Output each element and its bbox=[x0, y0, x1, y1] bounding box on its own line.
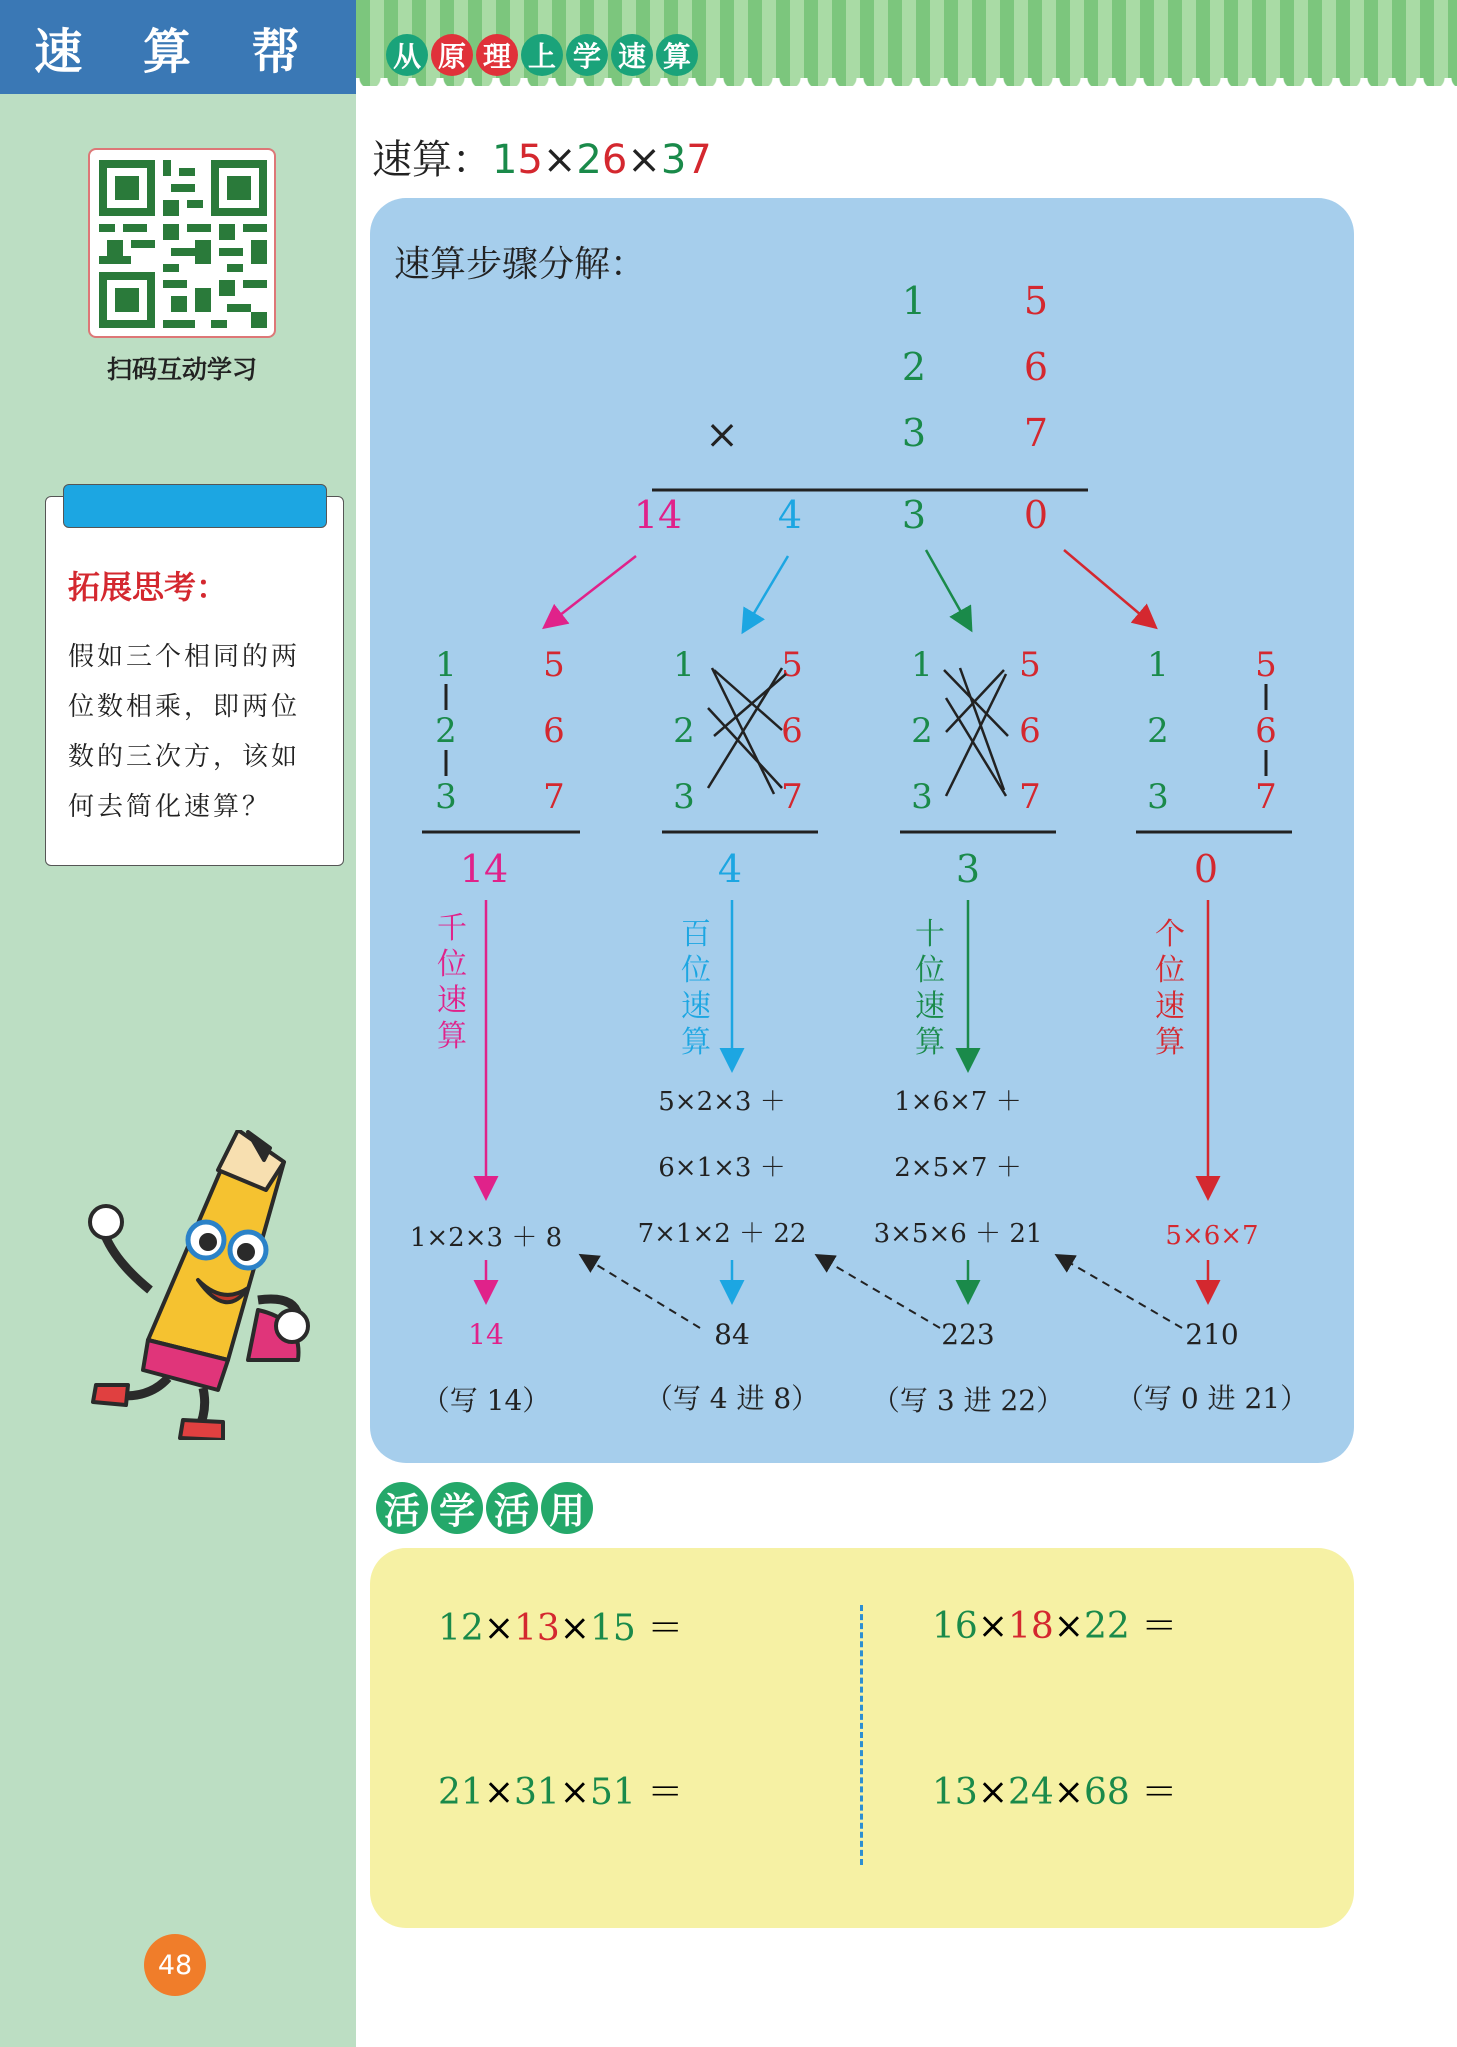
note: （写 3 进 22） bbox=[871, 1384, 1065, 1417]
title-times: × bbox=[627, 137, 661, 183]
ribbon-char: 算 bbox=[656, 34, 698, 76]
practice-title-char: 活 bbox=[376, 1482, 428, 1534]
group-digit: 2 bbox=[1147, 711, 1169, 751]
svg-text:速: 速 bbox=[437, 983, 467, 1018]
group-digit: 6 bbox=[781, 711, 803, 751]
svg-text:算: 算 bbox=[437, 1019, 467, 1054]
top-digit: 7 bbox=[1023, 411, 1049, 455]
ribbon-char: 速 bbox=[611, 34, 653, 76]
factor: 51 bbox=[589, 1772, 636, 1813]
practice-divider bbox=[860, 1605, 863, 1865]
svg-text:位: 位 bbox=[437, 947, 467, 982]
times: × bbox=[1053, 1606, 1084, 1647]
group-digit: 5 bbox=[543, 645, 565, 685]
times: × bbox=[977, 1772, 1008, 1813]
svg-text:速: 速 bbox=[915, 989, 945, 1024]
practice-title bbox=[376, 1482, 596, 1534]
top-digit: 2 bbox=[901, 345, 927, 389]
sum-value: 223 bbox=[941, 1318, 995, 1351]
formula-ones: 5×6×7 bbox=[1165, 1221, 1259, 1251]
formula-tens: 2×5×7 ＋ bbox=[894, 1153, 1022, 1183]
qr-label: 扫码互动学习 bbox=[106, 355, 257, 384]
group-result: 14 bbox=[459, 847, 509, 891]
note: （写 14） bbox=[421, 1384, 551, 1417]
top-result: 3 bbox=[901, 493, 927, 537]
group-digit: 7 bbox=[781, 777, 803, 817]
group-digit: 3 bbox=[673, 777, 695, 817]
page-number: 48 bbox=[144, 1934, 206, 1996]
group-result: 3 bbox=[955, 847, 981, 891]
factor: 16 bbox=[932, 1606, 978, 1647]
top-result: 14 bbox=[633, 493, 683, 537]
group-digit: 1 bbox=[911, 645, 933, 685]
think-title: 拓展思考： bbox=[68, 568, 229, 606]
times: × bbox=[559, 1772, 590, 1813]
ribbon-char: 原 bbox=[431, 34, 473, 76]
brand-title: 速 算 帮 bbox=[0, 0, 356, 94]
steps-diagram bbox=[370, 198, 1354, 1463]
formula-tens: 1×6×7 ＋ bbox=[894, 1087, 1022, 1117]
factor: 12 bbox=[438, 1608, 484, 1649]
practice-title-char: 学 bbox=[431, 1482, 483, 1534]
top-times: × bbox=[705, 412, 739, 458]
times: × bbox=[559, 1608, 590, 1649]
svg-text:速: 速 bbox=[681, 989, 711, 1024]
formula-thousands: 1×2×3 ＋ 8 bbox=[409, 1223, 563, 1253]
practice-item bbox=[438, 1764, 683, 1815]
group-digit: 3 bbox=[1147, 777, 1169, 817]
factor: 24 bbox=[1007, 1772, 1054, 1813]
group-digit: 5 bbox=[1255, 645, 1277, 685]
svg-text:速: 速 bbox=[1155, 989, 1185, 1024]
group-digit: 2 bbox=[673, 711, 695, 751]
times: × bbox=[1053, 1772, 1084, 1813]
group-hundreds bbox=[662, 645, 818, 891]
group-digit: 1 bbox=[435, 645, 457, 685]
note: （写 0 进 21） bbox=[1115, 1382, 1309, 1415]
top-digit: 6 bbox=[1023, 345, 1049, 389]
title-times: × bbox=[542, 137, 577, 183]
section-ribbon bbox=[386, 34, 701, 76]
ribbon-char: 从 bbox=[386, 34, 428, 76]
title-digit: 7 bbox=[686, 137, 712, 183]
group-digit: 2 bbox=[435, 711, 457, 751]
svg-text:千: 千 bbox=[437, 911, 467, 946]
title-digit: 6 bbox=[601, 137, 628, 183]
sum-value: 14 bbox=[468, 1318, 504, 1351]
practice-item bbox=[932, 1598, 1177, 1649]
factor: 13 bbox=[932, 1772, 978, 1813]
group-digit: 7 bbox=[1255, 777, 1277, 817]
svg-text:个: 个 bbox=[1155, 917, 1185, 952]
group-tens bbox=[900, 645, 1056, 891]
factor: 31 bbox=[513, 1772, 560, 1813]
pencil-mascot-icon bbox=[88, 1130, 318, 1440]
qr-code[interactable] bbox=[88, 148, 276, 338]
formula-tens: 3×5×6 ＋ 21 bbox=[873, 1219, 1043, 1249]
formula-hundreds: 7×1×2 ＋ 22 bbox=[637, 1219, 807, 1249]
group-digit: 6 bbox=[1255, 711, 1277, 751]
sum-value: 84 bbox=[714, 1318, 750, 1351]
equals: ＝ bbox=[647, 1608, 684, 1649]
practice-item bbox=[438, 1600, 683, 1651]
steps-title: 速算步骤分解： bbox=[394, 244, 647, 285]
header-scallop bbox=[356, 78, 1457, 96]
group-thousands bbox=[422, 645, 580, 891]
group-digit: 1 bbox=[1147, 645, 1169, 685]
title-digit: 5 bbox=[517, 137, 543, 183]
think-line: 数的三次方，该如 bbox=[68, 742, 301, 772]
page-title bbox=[372, 128, 712, 185]
factor: 15 bbox=[589, 1608, 636, 1649]
factor: 18 bbox=[1007, 1606, 1054, 1647]
svg-text:算: 算 bbox=[915, 1025, 945, 1060]
group-ones bbox=[1136, 645, 1292, 891]
ribbon-char: 学 bbox=[566, 34, 608, 76]
top-digit: 1 bbox=[901, 279, 927, 323]
top-digit: 3 bbox=[901, 411, 927, 455]
group-digit: 6 bbox=[543, 711, 565, 751]
note: （写 4 进 8） bbox=[644, 1382, 820, 1415]
equals: ＝ bbox=[1141, 1772, 1178, 1813]
group-digit: 6 bbox=[1019, 711, 1041, 751]
group-digit: 5 bbox=[1019, 645, 1041, 685]
svg-text:位: 位 bbox=[1155, 953, 1185, 988]
group-result: 0 bbox=[1193, 847, 1219, 891]
practice-item bbox=[932, 1764, 1177, 1815]
title-digit: 3 bbox=[660, 137, 687, 183]
think-line: 何去简化速算？ bbox=[68, 792, 272, 822]
title-prefix: 速算： bbox=[372, 137, 492, 183]
title-digit: 2 bbox=[576, 137, 602, 183]
times: × bbox=[977, 1606, 1008, 1647]
practice-title-char: 用 bbox=[541, 1482, 593, 1534]
group-result: 4 bbox=[717, 847, 743, 891]
equals: ＝ bbox=[1141, 1606, 1178, 1647]
svg-text:十: 十 bbox=[915, 917, 945, 952]
think-line: 位数相乘，即两位 bbox=[68, 692, 301, 722]
formula-hundreds: 5×2×3 ＋ bbox=[658, 1087, 786, 1117]
qr-pattern-icon bbox=[99, 159, 267, 329]
practice-title-char: 活 bbox=[486, 1482, 538, 1534]
group-digit: 3 bbox=[911, 777, 933, 817]
svg-text:算: 算 bbox=[681, 1025, 711, 1060]
think-line: 假如三个相同的两 bbox=[68, 642, 301, 672]
group-digit: 7 bbox=[543, 777, 565, 817]
ribbon-char: 理 bbox=[476, 34, 518, 76]
ribbon-char: 上 bbox=[521, 34, 563, 76]
group-digit: 3 bbox=[435, 777, 457, 817]
svg-text:位: 位 bbox=[681, 953, 711, 988]
group-digit: 1 bbox=[673, 645, 695, 685]
think-box-header bbox=[63, 484, 327, 528]
factor: 68 bbox=[1083, 1772, 1130, 1813]
think-text bbox=[68, 632, 330, 832]
svg-text:百: 百 bbox=[681, 917, 711, 952]
times: × bbox=[483, 1608, 514, 1649]
factor: 22 bbox=[1083, 1606, 1130, 1647]
factor: 13 bbox=[513, 1608, 560, 1649]
group-digit: 5 bbox=[781, 645, 803, 685]
times: × bbox=[483, 1772, 514, 1813]
equals: ＝ bbox=[647, 1772, 684, 1813]
top-result: 4 bbox=[777, 493, 803, 537]
svg-text:算: 算 bbox=[1155, 1025, 1185, 1060]
svg-text:位: 位 bbox=[915, 953, 945, 988]
factor: 21 bbox=[438, 1772, 484, 1813]
group-digit: 2 bbox=[911, 711, 933, 751]
formula-hundreds: 6×1×3 ＋ bbox=[658, 1153, 786, 1183]
sum-value: 210 bbox=[1185, 1318, 1239, 1351]
title-digit: 1 bbox=[492, 137, 518, 183]
top-result: 0 bbox=[1023, 493, 1049, 537]
group-digit: 7 bbox=[1019, 777, 1041, 817]
top-digit: 5 bbox=[1023, 279, 1049, 323]
